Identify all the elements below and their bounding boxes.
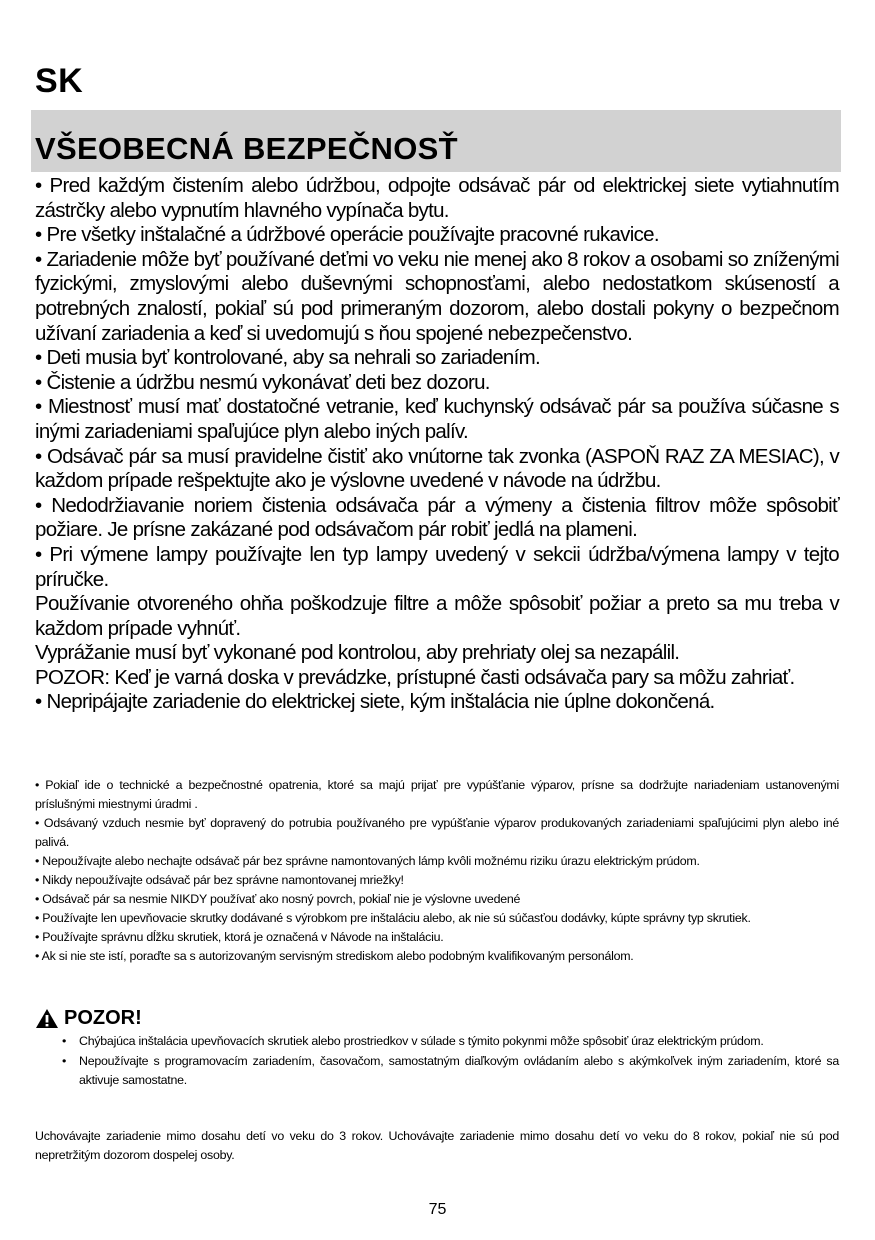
small-paragraph: • Nepoužívajte alebo nechajte odsávač pár bez správne namontovaných lámp kvôli možnému riziku úrazu elektrickým prúdom.	[35, 854, 700, 868]
section-title: VŠEOBECNÁ BEZPEČNOSŤ	[35, 131, 458, 166]
safety-paragraph: • Pri výmene lampy používajte len typ lampy uvedený v sekcii údržba/výmena lampy v tejto príručke.	[35, 542, 839, 591]
additional-safety-text	[35, 776, 839, 966]
general-safety-text	[35, 174, 839, 715]
safety-paragraph: • Pre všetky inštalačné a údržbové operácie používajte pracovné rukavice.	[35, 223, 659, 247]
warning-title: POZOR!	[64, 1007, 142, 1029]
small-paragraph: • Nikdy nepoužívajte odsávač pár bez správne namontovanej mriežky!	[35, 873, 404, 887]
warning-bullet: •	[62, 1034, 67, 1048]
page-number: 75	[428, 1201, 447, 1218]
warning-heading	[35, 1007, 142, 1030]
small-paragraph: • Používajte správnu dĺžku skrutiek, ktorá je označená v Návode na inštaláciu.	[35, 930, 444, 944]
warning-bullet: •	[62, 1054, 67, 1068]
small-paragraph: • Používajte len upevňovacie skrutky dodávané s výrobkom pre inštaláciu alebo, ak nie sú súčasťou dodávky, kúpte správny typ skrutiek.	[35, 911, 751, 925]
safety-paragraph: • Zariadenie môže byť používané deťmi vo veku nie menej ako 8 rokov a osobami so zníženými fyzickými, zmyslovými alebo duševnými schopnosťami, alebo nedostatkom skúseností a potrebných znalostí, pokiaľ sú pod primeraným dozorom, alebo dostali pokyny o bezpečnom užívaní zariadenia a keď si uvedomujú s ňou spojené nebezpečenstvo.	[35, 247, 839, 345]
safety-paragraph: • Miestnosť musí mať dostatočné vetranie, keď kuchynský odsávač pár sa používa súčasne s inými zariadeniami spaľujúce plyn alebo iných palív.	[35, 395, 839, 443]
safety-paragraph: POZOR: Keď je varná doska v prevádzke, prístupné časti odsávača pary sa môžu zahriať.	[35, 665, 795, 689]
warning-triangle-icon	[35, 1008, 59, 1029]
small-paragraph: • Pokiaľ ide o technické a bezpečnostné opatrenia, ktoré sa majú prijať pre vypúšťanie výparov, prísne sa dodržujte nariadeniam ustanovenými príslušnými miestnymi úradmi .	[35, 778, 839, 811]
safety-paragraph: Používanie otvoreného ohňa poškodzuje filtre a môže spôsobiť požiar a preto sa mu treba v každom prípade vyhnúť.	[35, 592, 839, 640]
safety-paragraph: • Nedodržiavanie noriem čistenia odsávača pár a výmeny a čistenia filtrov môže spôsobiť požiare. Je prísne zakázané pod odsávačom pár robiť jedlá na plameni.	[35, 493, 839, 542]
small-paragraph: • Odsávaný vzduch nesmie byť dopravený do potrubia používaného pre vypúšťanie výparov produkovaných zariadeniami spaľujúcimi plyn alebo iné palivá.	[35, 816, 839, 849]
safety-paragraph: • Nepripájajte zariadenie do elektrickej siete, kým inštalácia nie úplne dokončená.	[35, 690, 715, 714]
safety-paragraph: • Čistenie a údržbu nesmú vykonávať deti bez dozoru.	[35, 370, 490, 394]
safety-paragraph: • Pred každým čistením alebo údržbou, odpojte odsávač pár od elektrickej siete vytiahnutím zástrčky alebo vypnutím hlavného vypínača bytu.	[35, 174, 839, 222]
small-paragraph: • Odsávač pár sa nesmie NIKDY používať ako nosný povrch, pokiaľ nie je výslovne uvedené	[35, 892, 521, 906]
safety-paragraph: Vyprážanie musí byť vykonané pod kontrolou, aby prehriaty olej sa nezapálil.	[35, 641, 680, 665]
safety-paragraph: • Odsávač pár sa musí pravidelne čistiť ako vnútorne tak zvonka (ASPOŇ RAZ ZA MESIAC), v každom prípade rešpektujte ako je výslovne uvedené v návode na údržbu.	[35, 444, 839, 493]
warning-item	[62, 1052, 839, 1090]
warning-list	[62, 1032, 839, 1091]
warning-item-text: Chýbajúca inštalácia upevňovacích skrutiek alebo prostriedkov v súlade s týmito pokynmi môže spôsobiť úraz elektrickým prúdom.	[79, 1034, 764, 1048]
child-safety-note: Uchovávajte zariadenie mimo dosahu detí vo veku do 3 rokov. Uchovávajte zariadenie mimo dosahu detí vo veku do 8 rokov, pokiaľ nie sú pod nepretržitým dozorom dospelej osoby.	[35, 1129, 839, 1162]
language-code: SK	[35, 62, 84, 100]
warning-item	[62, 1032, 839, 1051]
small-paragraph: • Ak si nie ste istí, poraďte sa s autorizovaným servisným strediskom alebo podobným kvalifikovaným personálom.	[35, 949, 634, 963]
warning-item-text: Nepoužívajte s programovacím zariadením, časovačom, samostatným diaľkovým ovládaním alebo s akýmkoľvek iným zariadením, ktoré sa aktivuje samostatne.	[79, 1054, 839, 1087]
safety-paragraph: • Deti musia byť kontrolované, aby sa nehrali so zariadením.	[35, 346, 540, 370]
